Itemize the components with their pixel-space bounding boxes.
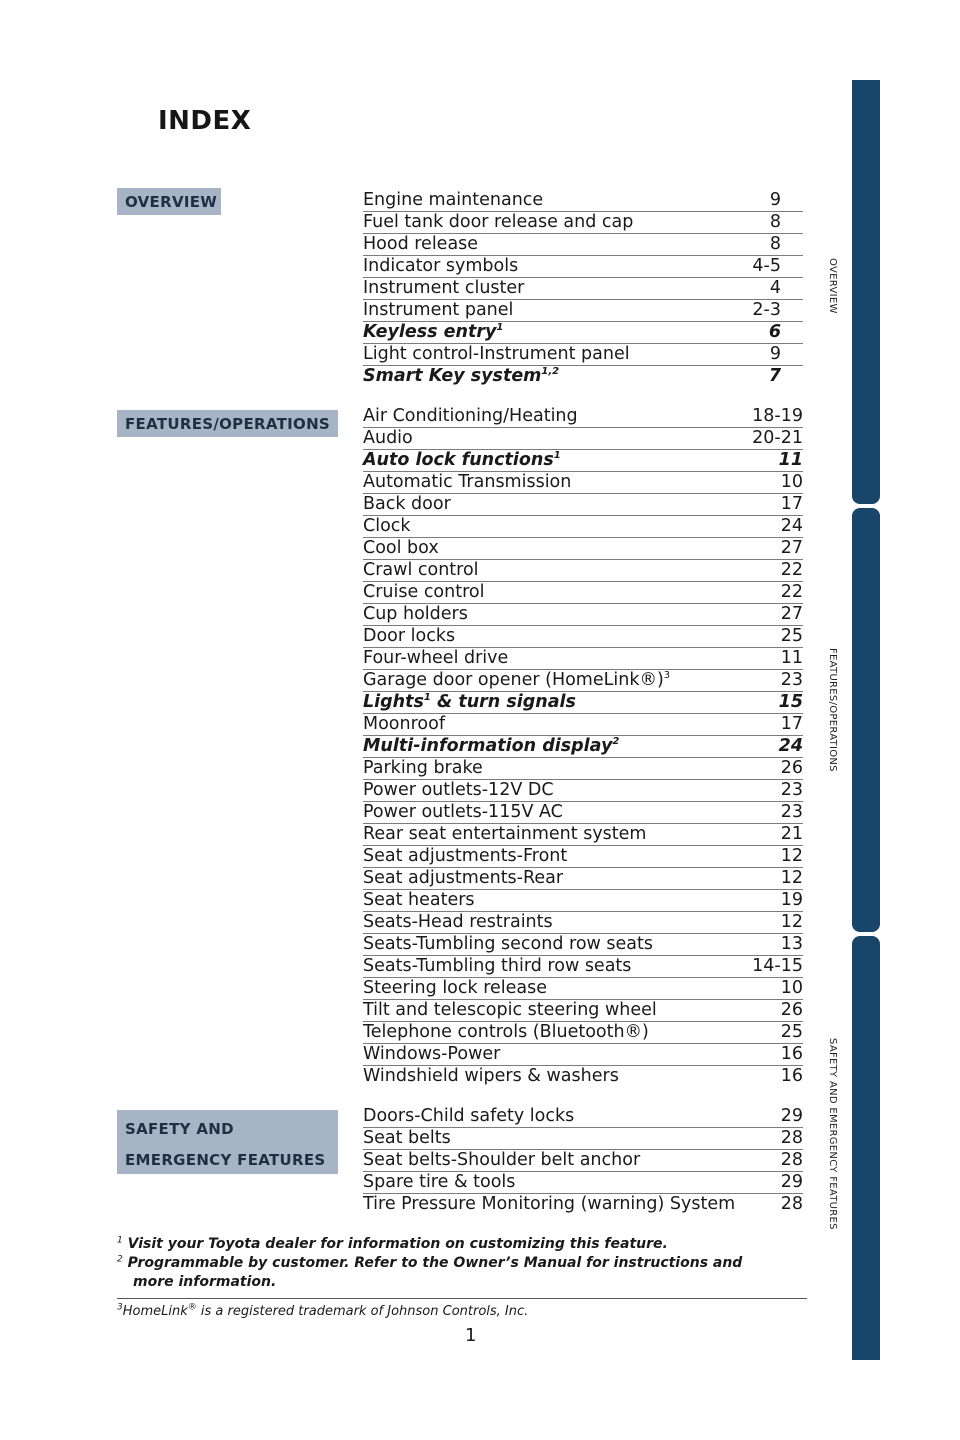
entry-page: 12	[780, 846, 803, 866]
entry-name	[363, 868, 563, 889]
index-entry	[363, 978, 803, 1000]
entry-page: 13	[780, 934, 803, 954]
entry-page: 24	[778, 736, 803, 756]
entry-name	[363, 934, 653, 955]
entry-name-text: Fuel tank door release and cap	[363, 212, 634, 232]
entry-name	[363, 890, 475, 911]
entry-name-text: Tire Pressure Monitoring (warning) System	[363, 1194, 736, 1214]
index-entry	[363, 190, 803, 212]
footnote-1	[117, 1235, 807, 1254]
index-entry	[363, 648, 803, 670]
entry-page: 23	[780, 670, 803, 690]
entry-name-text: Seat belts-Shoulder belt anchor	[363, 1150, 641, 1170]
entry-name-text: Door locks	[363, 626, 456, 646]
index-entry	[363, 300, 803, 322]
index-entry	[363, 934, 803, 956]
entry-name	[363, 560, 479, 581]
entry-name	[363, 912, 553, 933]
entry-page: 17	[780, 494, 803, 514]
footnote-2-text: Programmable by customer. Refer to the Owner’s Manual for instructions and	[127, 1255, 743, 1271]
entry-name-text: Seat adjustments-Front	[363, 846, 568, 866]
side-label-overview-text: OVERVIEW	[827, 258, 838, 314]
entry-name-text: Hood release	[363, 234, 479, 254]
index-entry	[363, 516, 803, 538]
entry-name	[363, 1022, 649, 1043]
entry-name-text: Indicator symbols	[363, 256, 519, 276]
entry-name	[363, 1066, 619, 1087]
index-entry	[363, 560, 803, 582]
side-label-safety-text: SAFETY AND EMERGENCY FEATURES	[827, 1038, 838, 1230]
entry-name	[363, 190, 543, 211]
section-label-overview: OVERVIEW	[117, 188, 221, 215]
footnote-2	[117, 1254, 807, 1273]
entry-name	[363, 582, 484, 603]
index-entry	[363, 494, 803, 516]
entry-page: 11	[778, 450, 803, 470]
index-entry	[363, 538, 803, 560]
entry-page: 26	[780, 1000, 803, 1020]
entry-name	[363, 322, 503, 343]
footnote-3	[117, 1298, 807, 1321]
entry-name	[363, 758, 483, 779]
index-entry	[363, 736, 803, 758]
index-entry	[363, 956, 803, 978]
entry-page: 10	[780, 472, 803, 492]
entry-name	[363, 670, 670, 691]
entry-name	[363, 1106, 574, 1127]
entry-name	[363, 956, 631, 977]
index-entry	[363, 626, 803, 648]
footnote-1-mark: 1	[117, 1235, 123, 1246]
entry-name-text: Parking brake	[363, 758, 483, 778]
entry-name-text: Garage door opener (HomeLink®)	[363, 670, 664, 690]
entry-name	[363, 516, 411, 537]
entry-name	[363, 626, 455, 647]
index-entry	[363, 846, 803, 868]
index-entry	[363, 868, 803, 890]
entry-page: 12	[780, 912, 803, 932]
entry-page: 19	[780, 890, 803, 910]
index-list-safety	[363, 1106, 803, 1216]
entry-name-text: Keyless entry	[363, 322, 497, 342]
entry-name	[363, 802, 563, 823]
entry-name-text: Seats-Head restraints	[363, 912, 553, 932]
entry-name-text: Rear seat entertainment system	[363, 824, 647, 844]
entry-name-text: Auto lock functions	[363, 450, 554, 470]
index-entry	[363, 278, 803, 300]
entry-page: 27	[780, 538, 803, 558]
entry-page: 17	[780, 714, 803, 734]
footnote-3-text: is a registered trademark of Johnson Controls, Inc.	[196, 1304, 529, 1319]
side-label-features-text: FEATURES/OPERATIONS	[827, 648, 838, 772]
entry-name	[363, 604, 468, 625]
index-entry	[363, 912, 803, 934]
entry-name	[363, 1128, 451, 1149]
entry-page: 4-5	[752, 256, 781, 276]
index-entry	[363, 1022, 803, 1044]
entry-name-text: Seats-Tumbling second row seats	[363, 934, 654, 954]
entry-page: 28	[780, 1128, 803, 1148]
entry-name	[363, 344, 630, 365]
index-entry	[363, 322, 803, 344]
entry-name-text: Windows-Power	[363, 1044, 501, 1064]
entry-page: 28	[780, 1194, 803, 1214]
entry-name-text: Doors-Child safety locks	[363, 1106, 575, 1126]
index-entry	[363, 1066, 803, 1088]
entry-page: 25	[780, 1022, 803, 1042]
entry-name-text: Seat belts	[363, 1128, 451, 1148]
entry-name	[363, 824, 646, 845]
entry-name	[363, 692, 576, 713]
entry-page: 2-3	[752, 300, 781, 320]
page-title: INDEX	[158, 106, 252, 136]
entry-page: 26	[780, 758, 803, 778]
entry-footnote-mark: 1,2	[541, 366, 560, 378]
entry-name-text: Telephone controls (Bluetooth®)	[363, 1022, 649, 1042]
section-label-features: FEATURES/OPERATIONS	[117, 410, 338, 437]
entry-name	[363, 366, 559, 387]
index-list-features	[363, 406, 803, 1088]
index-entry	[363, 1194, 803, 1216]
entry-name	[363, 428, 413, 449]
entry-page: 14-15	[752, 956, 803, 976]
entry-name	[363, 1172, 515, 1193]
entry-page: 9	[769, 344, 781, 364]
entry-page: 18-19	[752, 406, 803, 426]
entry-name	[363, 212, 633, 233]
section-label-safety-line1: SAFETY AND	[125, 1120, 234, 1138]
entry-name-text: Cruise control	[363, 582, 485, 602]
entry-footnote-mark: 1	[423, 692, 431, 704]
index-entry	[363, 1044, 803, 1066]
entry-page: 15	[778, 692, 803, 712]
entry-name	[363, 1194, 735, 1215]
entry-name	[363, 472, 571, 493]
entry-page: 20-21	[752, 428, 803, 448]
entry-name-text: Power outlets-115V AC	[363, 802, 563, 822]
index-entry	[363, 1000, 803, 1022]
side-tab-features[interactable]	[852, 508, 880, 932]
entry-page: 28	[780, 1150, 803, 1170]
entry-name-text: Audio	[363, 428, 413, 448]
entry-name-text: Power outlets-12V DC	[363, 780, 554, 800]
entry-name-text: Tilt and telescopic steering wheel	[363, 1000, 657, 1020]
index-entry	[363, 406, 803, 428]
entry-page: 22	[780, 560, 803, 580]
index-entry	[363, 428, 803, 450]
entry-name-text: Moonroof	[363, 714, 445, 734]
entry-name-text: Instrument cluster	[363, 278, 525, 298]
entry-name	[363, 234, 478, 255]
index-entry	[363, 692, 803, 714]
index-entry	[363, 1128, 803, 1150]
entry-name-text: Steering lock release	[363, 978, 548, 998]
entry-name	[363, 736, 619, 757]
entry-name	[363, 714, 445, 735]
entry-name	[363, 538, 439, 559]
entry-name-text: Seats-Tumbling third row seats	[363, 956, 632, 976]
entry-name-text: Windshield wipers & washers	[363, 1066, 619, 1086]
entry-name	[363, 494, 451, 515]
index-entry	[363, 890, 803, 912]
index-entry	[363, 582, 803, 604]
entry-page: 29	[780, 1106, 803, 1126]
entry-page: 21	[780, 824, 803, 844]
entry-name	[363, 978, 547, 999]
side-tab-safety[interactable]	[852, 936, 880, 1360]
entry-name-text: Seat adjustments-Rear	[363, 868, 564, 888]
entry-name-text: Multi-information display	[363, 736, 613, 756]
entry-page: 11	[780, 648, 803, 668]
entry-name-text: Four-wheel drive	[363, 648, 509, 668]
entry-name	[363, 278, 524, 299]
index-entry	[363, 472, 803, 494]
entry-name	[363, 1044, 500, 1065]
entry-page: 12	[780, 868, 803, 888]
entry-name	[363, 450, 561, 471]
entry-name-text: Engine maintenance	[363, 190, 544, 210]
index-entry	[363, 780, 803, 802]
index-entry	[363, 1150, 803, 1172]
side-tab-overview[interactable]	[852, 80, 880, 504]
index-entry	[363, 714, 803, 736]
footnote-3-brand: HomeLink	[122, 1304, 188, 1319]
entry-page: 27	[780, 604, 803, 624]
entry-name-text: Crawl control	[363, 560, 479, 580]
entry-page: 25	[780, 626, 803, 646]
index-entry	[363, 212, 803, 234]
index-entry	[363, 256, 803, 278]
footnote-2-continued: more information.	[133, 1274, 277, 1290]
index-entry	[363, 1106, 803, 1128]
entry-name-text: Seat heaters	[363, 890, 475, 910]
entry-name-text: Automatic Transmission	[363, 472, 572, 492]
entry-page: 16	[780, 1044, 803, 1064]
entry-name-text: Smart Key system	[363, 366, 542, 386]
entry-name	[363, 1000, 657, 1021]
entry-name	[363, 780, 554, 801]
entry-page: 22	[780, 582, 803, 602]
entry-name	[363, 300, 513, 321]
index-entry	[363, 1172, 803, 1194]
entry-page: 23	[780, 780, 803, 800]
index-entry	[363, 344, 803, 366]
index-entry	[363, 758, 803, 780]
index-entry	[363, 670, 803, 692]
index-entry	[363, 824, 803, 846]
entry-name-suffix: & turn signals	[430, 692, 576, 712]
entry-page: 8	[769, 212, 781, 232]
index-entry	[363, 450, 803, 472]
entry-name-text: Light control-Instrument panel	[363, 344, 630, 364]
section-label-safety	[117, 1110, 338, 1174]
entry-name-text: Cup holders	[363, 604, 468, 624]
entry-page: 6	[768, 322, 781, 342]
entry-name	[363, 406, 578, 427]
entry-name-text: Instrument panel	[363, 300, 514, 320]
entry-name-text: Air Conditioning/Heating	[363, 406, 578, 426]
entry-footnote-mark: 3	[663, 670, 671, 682]
entry-page: 7	[768, 366, 781, 386]
footnotes	[117, 1235, 807, 1321]
entry-page: 4	[769, 278, 781, 298]
entry-footnote-mark: 1	[553, 450, 561, 462]
entry-name	[363, 1150, 640, 1171]
entry-name	[363, 256, 518, 277]
entry-page: 29	[780, 1172, 803, 1192]
entry-name-text: Clock	[363, 516, 411, 536]
footnote-3-mark: 3	[117, 1302, 123, 1313]
entry-name-text: Cool box	[363, 538, 439, 558]
footnote-2-mark: 2	[117, 1254, 123, 1265]
entry-name	[363, 846, 567, 867]
entry-name-text: Spare tire & tools	[363, 1172, 516, 1192]
entry-page: 10	[780, 978, 803, 998]
footnote-1-text: Visit your Toyota dealer for information on customizing this feature.	[127, 1236, 668, 1252]
page-number: 1	[465, 1325, 477, 1346]
entry-name-text: Lights	[363, 692, 424, 712]
entry-footnote-mark: 2	[612, 736, 620, 748]
entry-page: 23	[780, 802, 803, 822]
registered-mark: ®	[187, 1302, 197, 1313]
index-entry	[363, 366, 803, 388]
entry-footnote-mark: 1	[496, 322, 504, 334]
entry-page: 16	[780, 1066, 803, 1086]
index-entry	[363, 802, 803, 824]
entry-page: 24	[780, 516, 803, 536]
entry-page: 8	[769, 234, 781, 254]
entry-name	[363, 648, 508, 669]
index-list-overview	[363, 190, 803, 388]
index-entry	[363, 604, 803, 626]
section-label-safety-line2: EMERGENCY FEATURES	[125, 1151, 326, 1169]
entry-name-text: Back door	[363, 494, 451, 514]
entry-page: 9	[769, 190, 781, 210]
index-entry	[363, 234, 803, 256]
